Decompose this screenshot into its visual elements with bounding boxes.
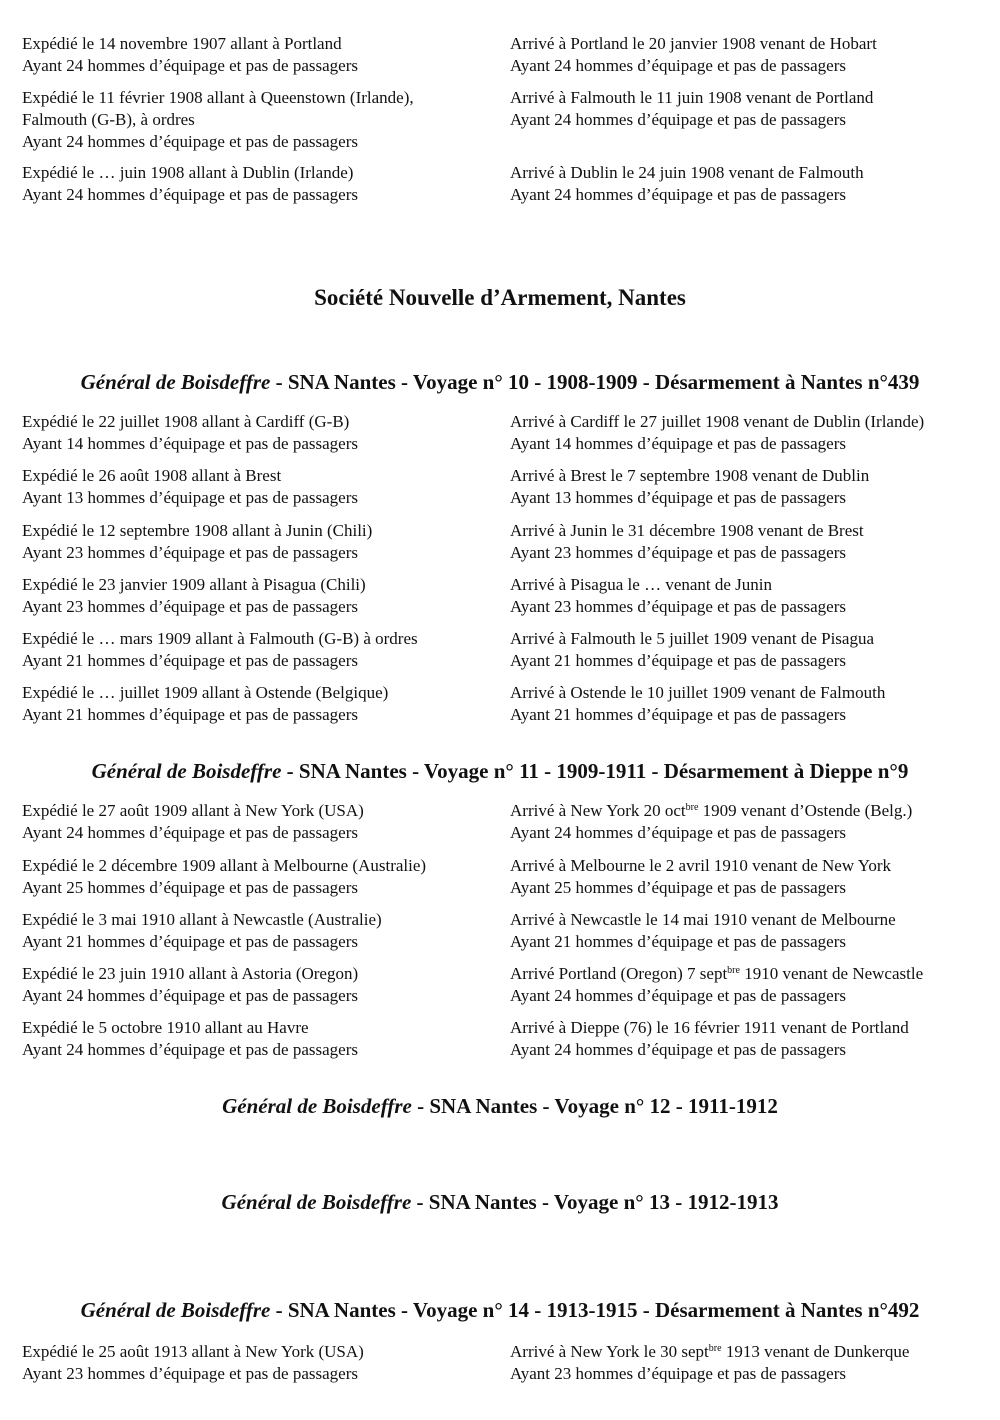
entry-line: Ayant 24 hommes d’équipage et pas de passagers — [510, 110, 846, 129]
entry-line: Expédié le 26 août 1908 allant à Brest — [22, 466, 282, 485]
arrival-entry — [510, 1341, 990, 1385]
voyage-14-heading — [0, 1297, 1000, 1323]
departure-entry — [22, 574, 492, 618]
voyage-info: - SNA Nantes - Voyage n° 11 - 1909-1911 - Désarmement à Dieppe n°9 — [281, 759, 909, 783]
voyage-11-heading — [0, 758, 1000, 784]
voyage-info: - SNA Nantes - Voyage n° 13 - 1912-1913 — [411, 1190, 779, 1214]
entry-line: Ayant 24 hommes d’équipage et pas de passagers — [22, 132, 358, 151]
entry-line: Expédié le 5 octobre 1910 allant au Havre — [22, 1018, 309, 1037]
voyage-12-heading — [0, 1093, 1000, 1119]
voyage-10-heading — [0, 369, 1000, 395]
entry-line: Expédié le 3 mai 1910 allant à Newcastle (Australie) — [22, 910, 382, 929]
entry-line: Expédié le … juin 1908 allant à Dublin (Irlande) — [22, 163, 354, 182]
entry-line: Ayant 13 hommes d’équipage et pas de passagers — [510, 488, 846, 507]
entry-line: Expédié le 27 août 1909 allant à New York (USA) — [22, 801, 364, 820]
entry-line: Arrivé à Dieppe (76) le 16 février 1911 venant de Portland — [510, 1018, 909, 1037]
entry-line: Arrivé à New York 20 oct$^{bre}$ 1909 venant d’Ostende (Belg.) — [510, 801, 913, 820]
arrival-entry — [510, 628, 990, 672]
entry-line: Ayant 21 hommes d’équipage et pas de passagers — [510, 651, 846, 670]
company-title: Société Nouvelle d’Armement, Nantes — [314, 285, 686, 310]
entry-line: Expédié le 12 septembre 1908 allant à Junin (Chili) — [22, 521, 373, 540]
arrival-entry — [510, 909, 990, 953]
arrival-entry — [510, 855, 990, 899]
entry-line: Ayant 24 hommes d’équipage et pas de passagers — [22, 823, 358, 842]
arrival-entry — [510, 963, 990, 1007]
departure-entry — [22, 682, 492, 726]
entry-line: Expédié le … juillet 1909 allant à Ostende (Belgique) — [22, 683, 389, 702]
arrival-entry — [510, 682, 990, 726]
entry-line: Arrivé à Brest le 7 septembre 1908 venant de Dublin — [510, 466, 870, 485]
entry-line: Ayant 14 hommes d’équipage et pas de passagers — [22, 434, 358, 453]
entry-line: Ayant 13 hommes d’équipage et pas de passagers — [22, 488, 358, 507]
departure-entry — [22, 800, 492, 844]
entry-line: Ayant 24 hommes d’équipage et pas de passagers — [22, 986, 358, 1005]
entry-line: Ayant 23 hommes d’équipage et pas de passagers — [510, 597, 846, 616]
arrival-entry — [510, 520, 990, 564]
departure-entry — [22, 909, 492, 953]
entry-line: Arrivé à Dublin le 24 juin 1908 venant de Falmouth — [510, 163, 864, 182]
entry-line: Expédié le … mars 1909 allant à Falmouth (G-B) à ordres — [22, 629, 418, 648]
ship-name: Général de Boisdeffre — [80, 1298, 271, 1322]
entry-line: Arrivé Portland (Oregon) 7 sept$^{bre}$ 1910 venant de Newcastle — [510, 964, 924, 983]
ship-name: Général de Boisdeffre — [80, 370, 271, 394]
entry-line: Ayant 25 hommes d’équipage et pas de passagers — [510, 878, 846, 897]
entry-line: Falmouth (G-B), à ordres — [22, 110, 195, 129]
entry-line: Arrivé à Newcastle le 14 mai 1910 venant de Melbourne — [510, 910, 896, 929]
entry-line: Expédié le 22 juillet 1908 allant à Cardiff (G-B) — [22, 412, 350, 431]
entry-line: Arrivé à Junin le 31 décembre 1908 venant de Brest — [510, 521, 864, 540]
entry-line: Ayant 24 hommes d’équipage et pas de passagers — [510, 56, 846, 75]
entry-line: Ayant 24 hommes d’équipage et pas de passagers — [22, 56, 358, 75]
entry-line: Expédié le 25 août 1913 allant à New York (USA) — [22, 1342, 364, 1361]
entry-line: Arrivé à New York le 30 sept$^{bre}$ 1913 venant de Dunkerque — [510, 1342, 910, 1361]
entry-line: Arrivé à Ostende le 10 juillet 1909 venant de Falmouth — [510, 683, 886, 702]
entry-line: Ayant 25 hommes d’équipage et pas de passagers — [22, 878, 358, 897]
departure-entry — [22, 1341, 492, 1385]
arrival-entry — [510, 574, 990, 618]
arrival-entry — [510, 162, 990, 206]
entry-line: Arrivé à Falmouth le 11 juin 1908 venant de Portland — [510, 88, 874, 107]
voyage-info: - SNA Nantes - Voyage n° 14 - 1913-1915 - Désarmement à Nantes n°492 — [270, 1298, 920, 1322]
entry-line: Expédié le 14 novembre 1907 allant à Portland — [22, 34, 342, 53]
arrival-entry — [510, 33, 990, 77]
entry-line: Ayant 23 hommes d’équipage et pas de passagers — [510, 1364, 846, 1383]
departure-entry — [22, 87, 492, 153]
entry-line: Ayant 21 hommes d’équipage et pas de passagers — [22, 651, 358, 670]
entry-line: Ayant 23 hommes d’équipage et pas de passagers — [510, 543, 846, 562]
entry-line: Expédié le 11 février 1908 allant à Queenstown (Irlande), — [22, 88, 414, 107]
entry-line: Arrivé à Falmouth le 5 juillet 1909 venant de Pisagua — [510, 629, 875, 648]
entry-line: Ayant 24 hommes d’équipage et pas de passagers — [22, 185, 358, 204]
entry-line: Ayant 24 hommes d’équipage et pas de passagers — [510, 986, 846, 1005]
departure-entry — [22, 465, 492, 509]
entry-line: Arrivé à Cardiff le 27 juillet 1908 venant de Dublin (Irlande) — [510, 412, 925, 431]
arrival-entry — [510, 87, 990, 131]
entry-line: Ayant 24 hommes d’équipage et pas de passagers — [510, 185, 846, 204]
entry-line: Ayant 21 hommes d’équipage et pas de passagers — [22, 705, 358, 724]
entry-line: Expédié le 2 décembre 1909 allant à Melbourne (Australie) — [22, 856, 427, 875]
entry-line: Ayant 24 hommes d’équipage et pas de passagers — [510, 1040, 846, 1059]
entry-line: Arrivé à Melbourne le 2 avril 1910 venant de New York — [510, 856, 891, 875]
departure-entry — [22, 628, 492, 672]
voyage-13-heading — [0, 1189, 1000, 1215]
departure-entry — [22, 520, 492, 564]
entry-line: Ayant 24 hommes d’équipage et pas de passagers — [510, 823, 846, 842]
arrival-entry — [510, 1017, 990, 1061]
voyage-info: - SNA Nantes - Voyage n° 12 - 1911-1912 — [411, 1094, 778, 1118]
departure-entry — [22, 1017, 492, 1061]
ship-name: Général de Boisdeffre — [221, 1190, 412, 1214]
entry-line: Ayant 21 hommes d’équipage et pas de passagers — [22, 932, 358, 951]
voyage-info: - SNA Nantes - Voyage n° 10 - 1908-1909 - Désarmement à Nantes n°439 — [270, 370, 920, 394]
entry-line: Ayant 23 hommes d’équipage et pas de passagers — [22, 1364, 358, 1383]
entry-line: Ayant 23 hommes d’équipage et pas de passagers — [22, 543, 358, 562]
ship-name: Général de Boisdeffre — [222, 1094, 412, 1118]
entry-line: Ayant 14 hommes d’équipage et pas de passagers — [510, 434, 846, 453]
departure-entry — [22, 33, 492, 77]
entry-line: Ayant 23 hommes d’équipage et pas de passagers — [22, 597, 358, 616]
entry-line: Ayant 21 hommes d’équipage et pas de passagers — [510, 932, 846, 951]
entry-line: Arrivé à Pisagua le … venant de Junin — [510, 575, 773, 594]
departure-entry — [22, 963, 492, 1007]
departure-entry — [22, 855, 492, 899]
entry-line: Ayant 24 hommes d’équipage et pas de passagers — [22, 1040, 358, 1059]
arrival-entry — [510, 465, 990, 509]
entry-line: Expédié le 23 janvier 1909 allant à Pisagua (Chili) — [22, 575, 366, 594]
entry-line: Arrivé à Portland le 20 janvier 1908 venant de Hobart — [510, 34, 877, 53]
arrival-entry — [510, 800, 990, 844]
departure-entry — [22, 411, 492, 455]
entry-line: Ayant 21 hommes d’équipage et pas de passagers — [510, 705, 846, 724]
ship-name: Général de Boisdeffre — [91, 759, 282, 783]
entry-line: Expédié le 23 juin 1910 allant à Astoria (Oregon) — [22, 964, 359, 983]
arrival-entry — [510, 411, 990, 455]
departure-entry — [22, 162, 492, 206]
